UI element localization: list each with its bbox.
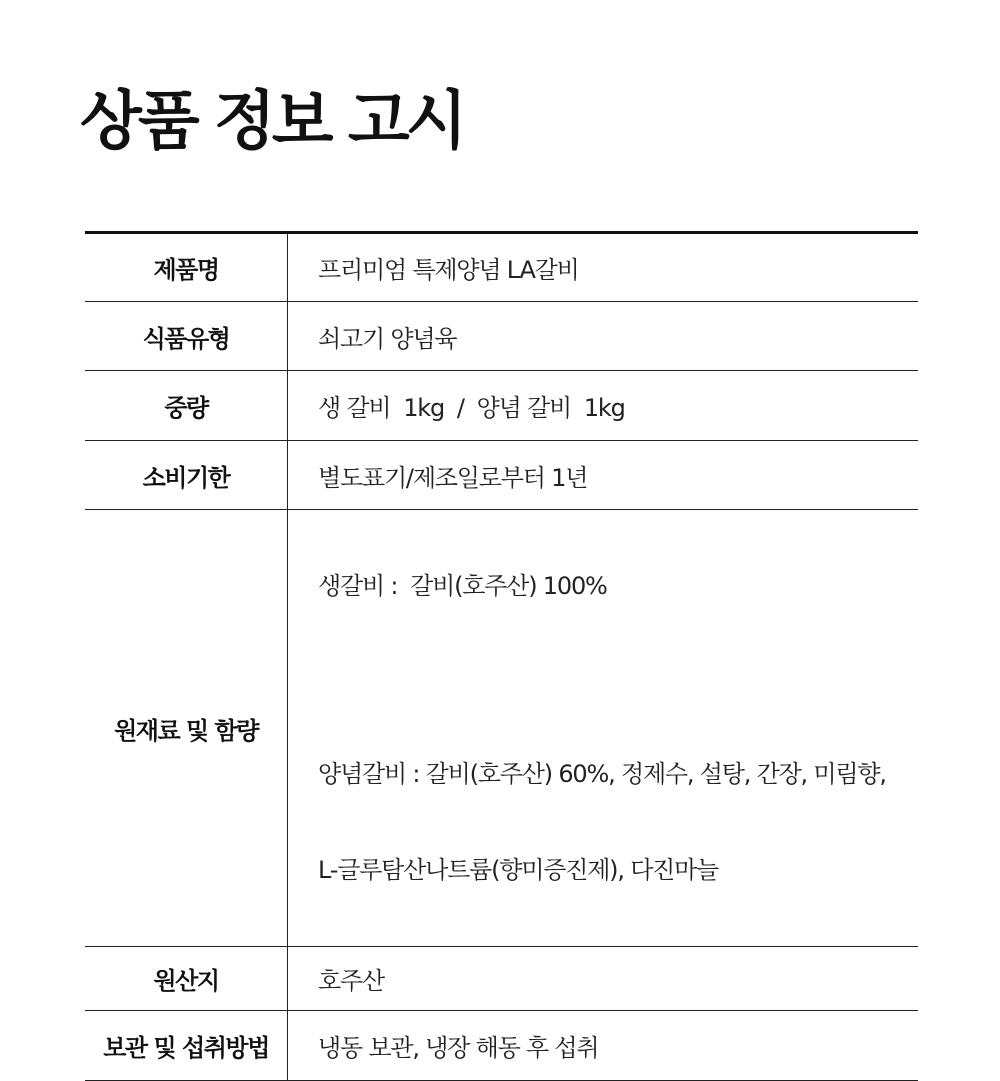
row-label-food-type: 식품유형	[85, 302, 288, 371]
ingredient-line-marinated: 양념갈비 : 갈비(호주산) 60%, 정제수, 설탕, 간장, 미림향,	[318, 760, 886, 788]
row-value-origin: 호주산	[318, 967, 384, 995]
table-row-expiry	[85, 441, 918, 510]
page-title: 상품 정보 고시	[80, 85, 464, 159]
row-value-storage: 냉동 보관, 냉장 해동 후 섭취	[318, 1034, 599, 1062]
row-value-weight: 생 갈비 1kg / 양념 갈비 1kg	[318, 394, 625, 422]
ingredient-spacer	[318, 662, 918, 698]
row-value-ingredients	[288, 510, 919, 947]
row-label-origin: 원산지	[85, 947, 288, 1011]
row-value-food-type: 쇠고기 양념육	[318, 324, 457, 353]
table-row-weight	[85, 371, 918, 441]
row-value-expiry: 별도표기/제조일로부터 1년	[318, 463, 588, 492]
ingredient-line-raw: 생갈비 : 갈비(호주산) 100%	[318, 572, 607, 600]
table-row-origin	[85, 947, 918, 1011]
table-row-ingredients	[85, 510, 918, 947]
row-value-product-name: 프리미엄 특제양념 LA갈비	[318, 256, 579, 284]
row-label-product-name: 제품명	[85, 233, 288, 302]
table-row-food-type	[85, 302, 918, 371]
row-label-weight: 중량	[85, 371, 288, 441]
row-label-storage: 보관 및 섭취방법	[85, 1011, 288, 1081]
row-label-ingredients: 원재료 및 함량	[85, 510, 288, 947]
product-info-table	[85, 231, 918, 1081]
table-row-storage	[85, 1011, 918, 1081]
row-label-expiry: 소비기한	[85, 441, 288, 510]
ingredient-line-additives: L-글루탐산나트륨(향미증진제), 다진마늘	[318, 856, 719, 884]
table-row-product-name	[85, 233, 918, 302]
